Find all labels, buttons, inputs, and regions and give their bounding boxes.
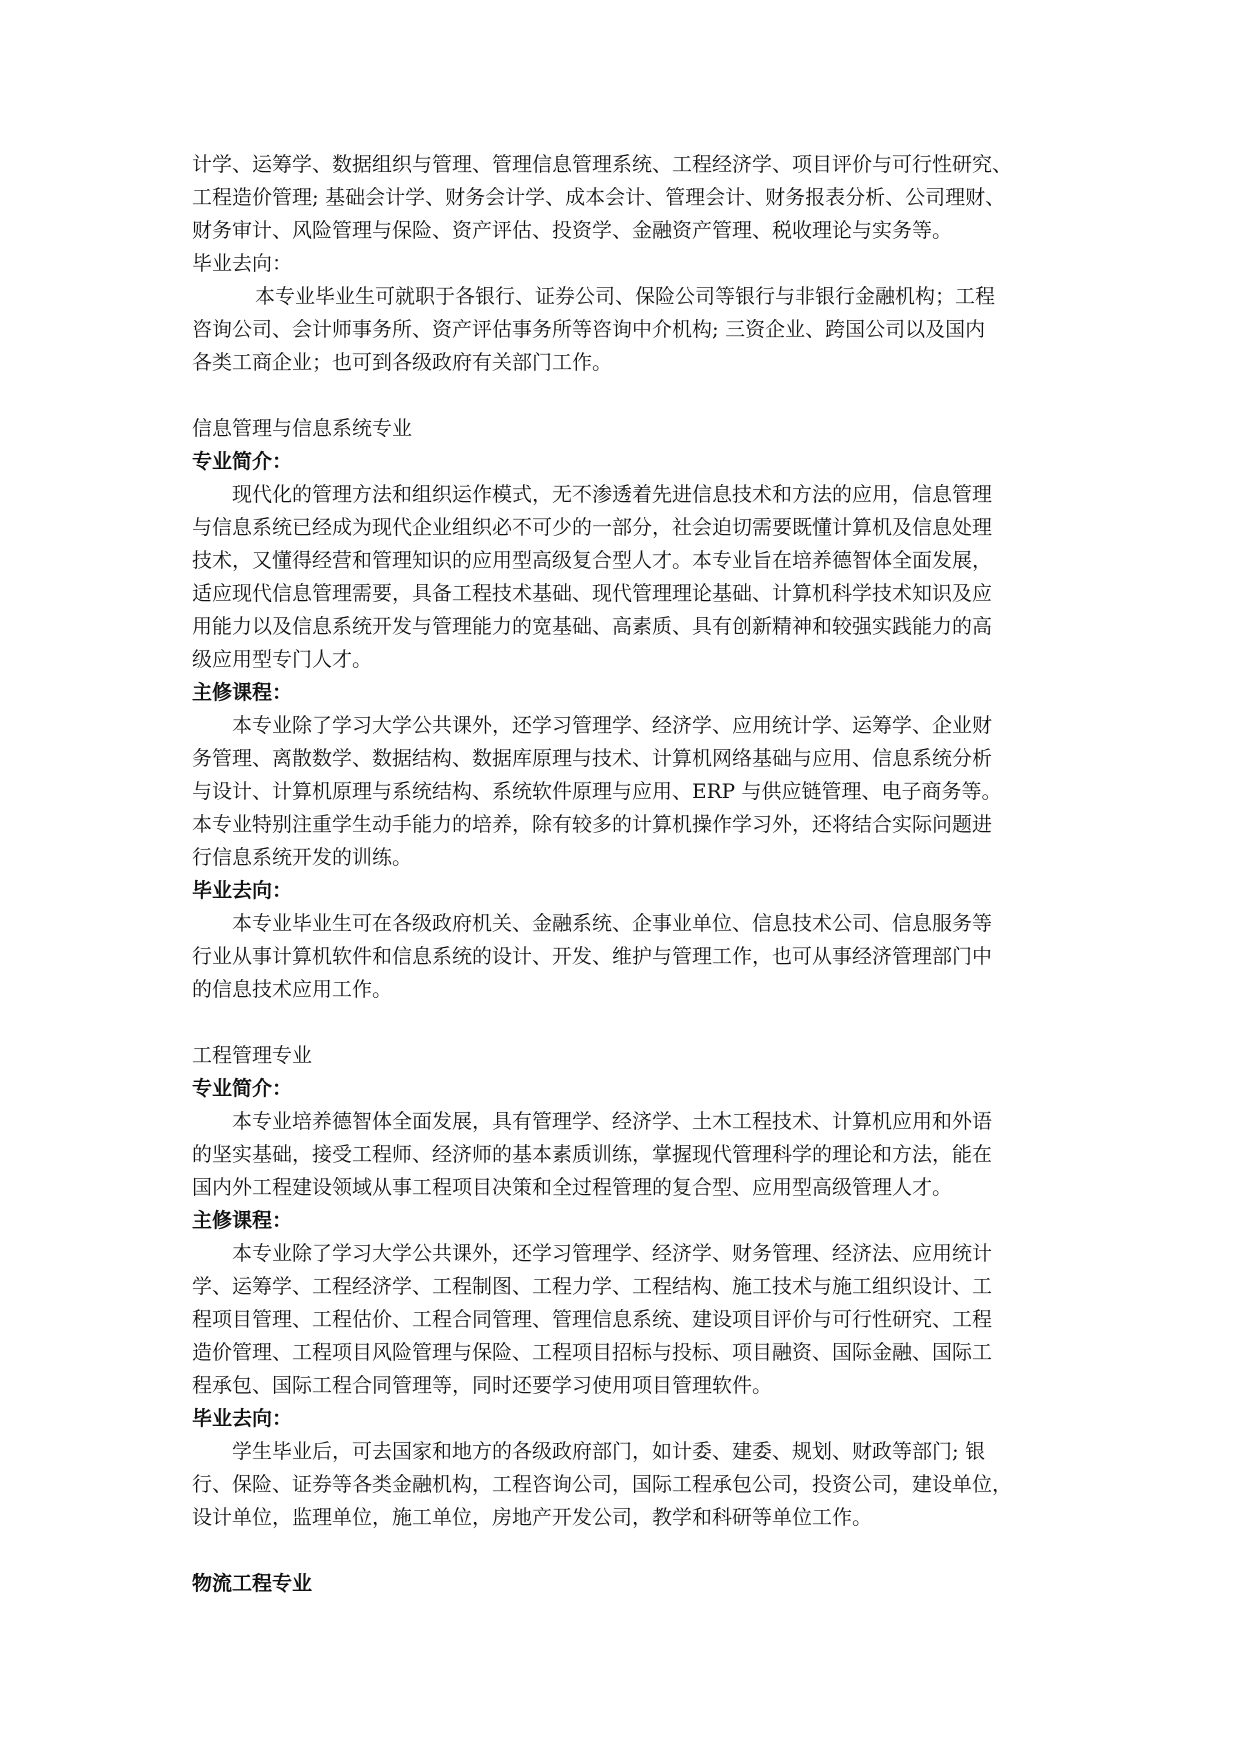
text-line: 务管理、离散数学、数据结构、数据库原理与技术、计算机网络基础与应用、信息系统分析: [192, 746, 992, 770]
text-line: 各类工商企业；也可到各级政府有关部门工作。: [192, 350, 612, 374]
intro-continuation: [192, 148, 1072, 379]
text-line: 的坚实基础，接受工程师、经济师的基本素质训练，掌握现代管理科学的理论和方法，能在: [192, 1142, 992, 1166]
course-label: 主修课程：: [192, 680, 292, 704]
text-line: 与设计、计算机原理与系统结构、系统软件原理与应用、ERP 与供应链管理、电子商务等。: [192, 779, 1002, 803]
text-line: 用能力以及信息系统开发与管理能力的宽基础、高素质、具有创新精神和较强实践能力的高: [192, 614, 992, 638]
text-line: 造价管理、工程项目风险管理与保险、工程项目招标与投标、项目融资、国际金融、国际工: [192, 1340, 992, 1364]
text-line: 与信息系统已经成为现代企业组织必不可少的一部分，社会迫切需要既懂计算机及信息处理: [192, 515, 992, 539]
text-line: 财务审计、风险管理与保险、资产评估、投资学、金融资产管理、税收理论与实务等。: [192, 218, 952, 242]
text-line: 国内外工程建设领域从事工程项目决策和全过程管理的复合型、应用型高级管理人才。: [192, 1175, 952, 1199]
intro-label: 专业简介：: [192, 449, 292, 473]
section-information-management: [192, 412, 1072, 1006]
section-title: 物流工程专业: [192, 1571, 312, 1595]
section-engineering-management: [192, 1039, 1072, 1534]
text-line: 设计单位，监理单位，施工单位，房地产开发公司，教学和科研等单位工作。: [192, 1505, 872, 1529]
career-label: 毕业去向：: [192, 251, 292, 275]
text-line: 适应现代信息管理需要，具备工程技术基础、现代管理理论基础、计算机科学技术知识及应: [192, 581, 992, 605]
text-line: 本专业特别注重学生动手能力的培养，除有较多的计算机操作学习外，还将结合实际问题进: [192, 812, 992, 836]
section-title: 信息管理与信息系统专业: [192, 416, 412, 440]
text-line: 本专业毕业生可在各级政府机关、金融系统、企事业单位、信息技术公司、信息服务等: [232, 911, 992, 935]
text-line: 程承包、国际工程合同管理等，同时还要学习使用项目管理软件。: [192, 1373, 772, 1397]
text-line: 的信息技术应用工作。: [192, 977, 392, 1001]
text-line: 计学、运筹学、数据组织与管理、管理信息管理系统、工程经济学、项目评价与可行性研究、: [192, 152, 1012, 176]
section-gap: [192, 1534, 1072, 1567]
text-line: 行业从事计算机软件和信息系统的设计、开发、维护与管理工作，也可从事经济管理部门中: [192, 944, 992, 968]
text-line: 咨询公司、会计师事务所、资产评估事务所等咨询中介机构; 三资企业、跨国公司以及国内: [192, 317, 986, 341]
text-line: 级应用型专门人才。: [192, 647, 372, 671]
section-title: 工程管理专业: [192, 1043, 312, 1067]
text-line: 本专业除了学习大学公共课外，还学习管理学、经济学、财务管理、经济法、应用统计: [232, 1241, 992, 1265]
text-line: 学生毕业后，可去国家和地方的各级政府部门，如计委、建委、规划、财政等部门; 银: [232, 1439, 986, 1463]
career-label: 毕业去向：: [192, 1406, 292, 1430]
document-page: [192, 148, 1072, 1600]
text-line: 本专业培养德智体全面发展，具有管理学、经济学、土木工程技术、计算机应用和外语: [232, 1109, 992, 1133]
text-line: 工程造价管理; 基础会计学、财务会计学、成本会计、管理会计、财务报表分析、公司理财、: [192, 185, 1006, 209]
text-line: 本专业除了学习大学公共课外，还学习管理学、经济学、应用统计学、运筹学、企业财: [232, 713, 992, 737]
text-line: 行、保险、证券等各类金融机构，工程咨询公司，国际工程承包公司，投资公司，建设单位，: [192, 1472, 1012, 1496]
text-line: 行信息系统开发的训练。: [192, 845, 412, 869]
text-line: 现代化的管理方法和组织运作模式，无不渗透着先进信息技术和方法的应用，信息管理: [232, 482, 992, 506]
career-label: 毕业去向：: [192, 878, 292, 902]
text-line: 本专业毕业生可就职于各银行、证券公司、保险公司等银行与非银行金融机构；工程: [255, 284, 995, 308]
course-label: 主修课程：: [192, 1208, 292, 1232]
text-line: 程项目管理、工程估价、工程合同管理、管理信息系统、建设项目评价与可行性研究、工程: [192, 1307, 992, 1331]
section-gap: [192, 379, 1072, 412]
section-logistics-engineering: [192, 1567, 1072, 1600]
text-line: 学、运筹学、工程经济学、工程制图、工程力学、工程结构、施工技术与施工组织设计、工: [192, 1274, 992, 1298]
intro-label: 专业简介：: [192, 1076, 292, 1100]
text-line: 技术，又懂得经营和管理知识的应用型高级复合型人才。本专业旨在培养德智体全面发展，: [192, 548, 992, 572]
section-gap: [192, 1006, 1072, 1039]
